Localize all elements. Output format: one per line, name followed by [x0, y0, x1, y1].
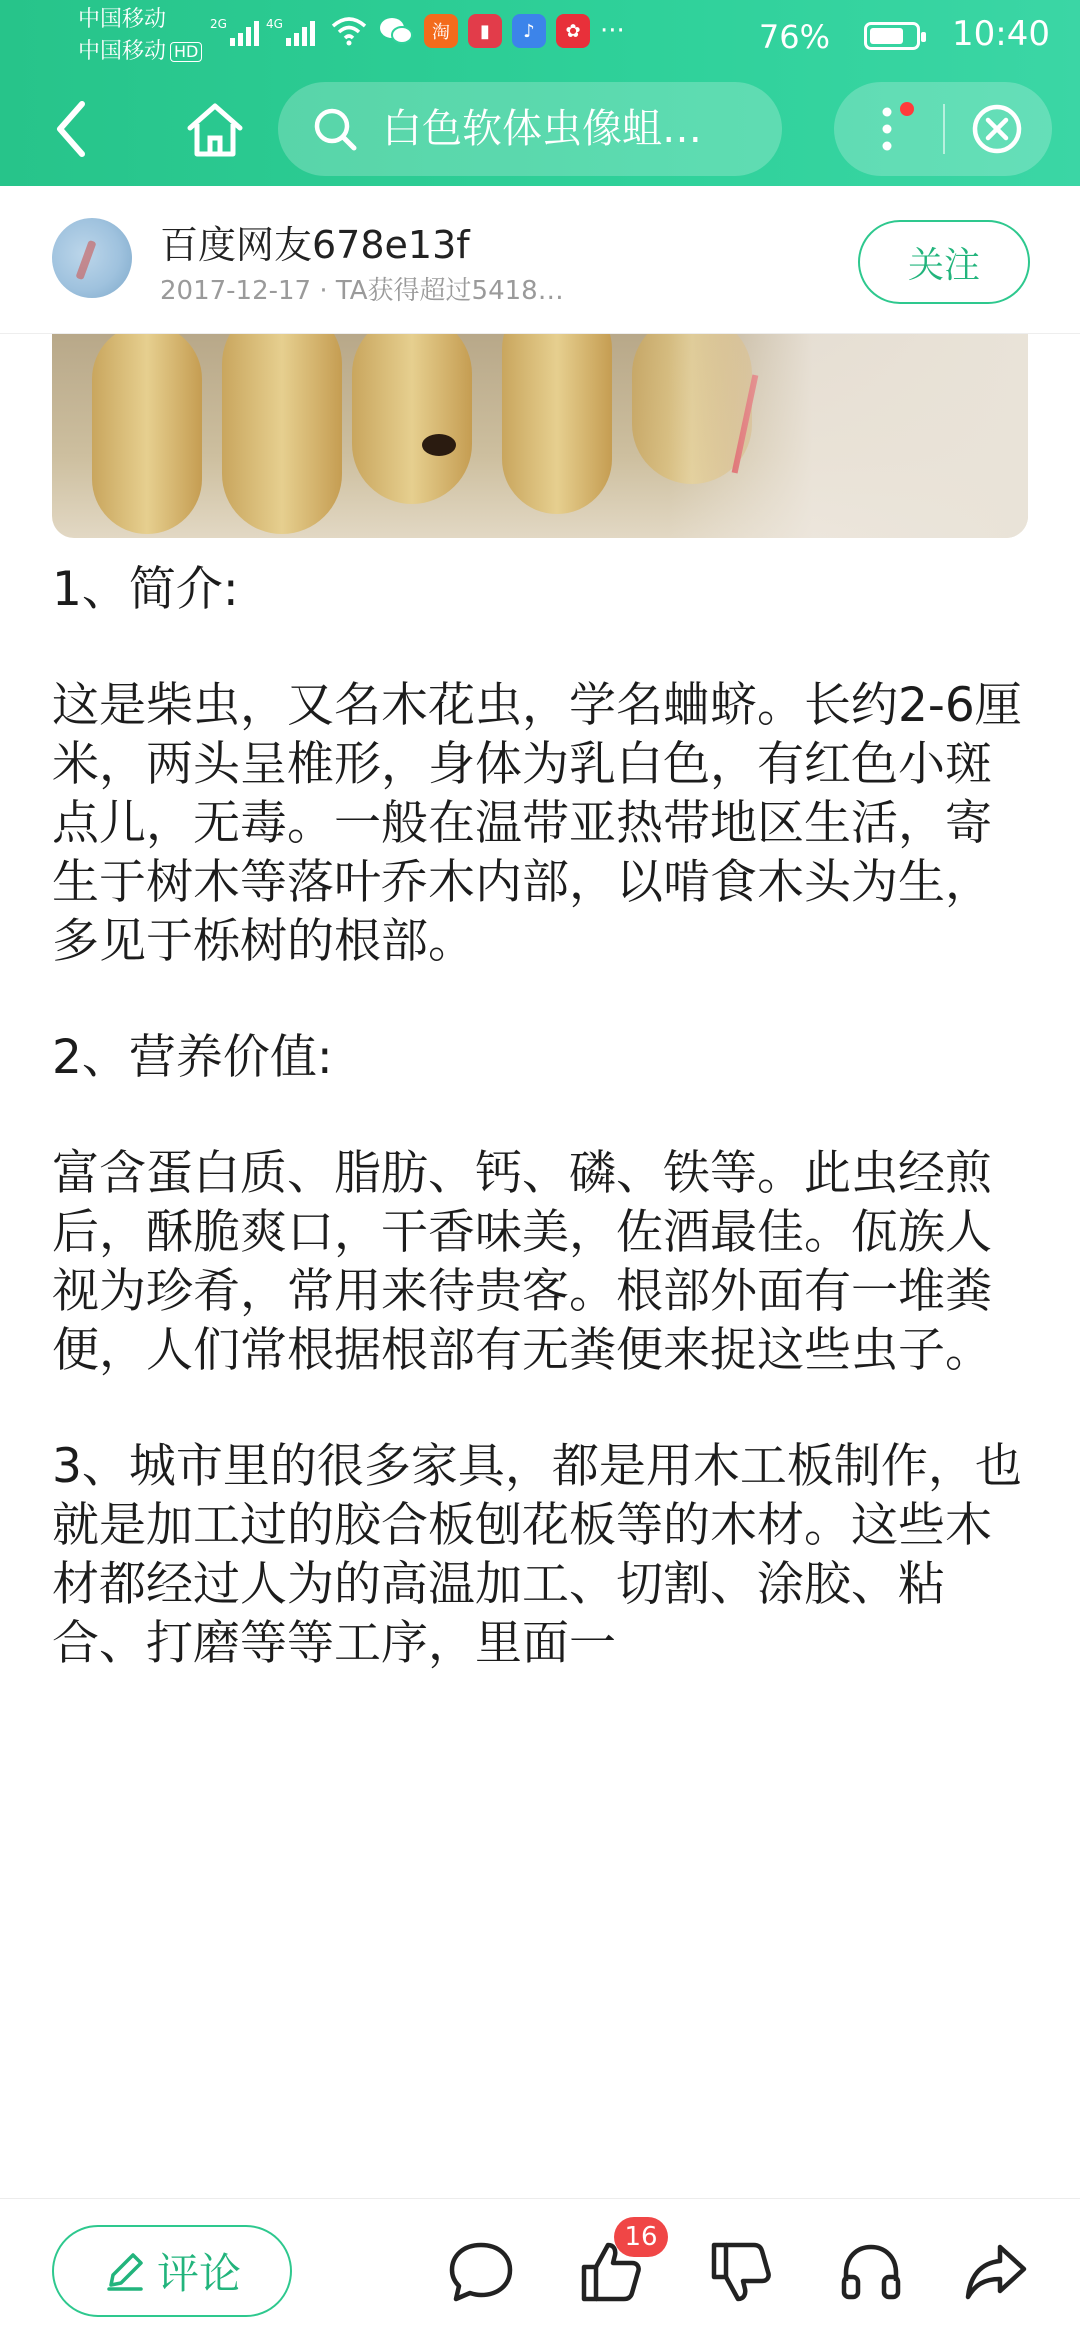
author-name[interactable]: 百度网友678e13f [160, 223, 470, 267]
status-icons [330, 14, 625, 48]
follow-button[interactable]: 关注 [858, 220, 1030, 304]
back-arrow-icon[interactable] [40, 94, 110, 164]
signal-4g-icon [266, 16, 318, 56]
author-row [0, 186, 1080, 334]
avatar[interactable] [52, 218, 132, 298]
battery-icon [864, 22, 920, 50]
share-icon[interactable] [962, 2237, 1032, 2307]
wifi-icon [330, 16, 368, 46]
music-icon: ♪ [512, 14, 546, 48]
pen-icon [103, 2249, 147, 2293]
section-1-heading: 1、简介: [52, 562, 239, 617]
signal-2g-label: 2G [210, 17, 227, 31]
larva-shape [502, 334, 612, 514]
pill-divider [943, 104, 945, 154]
larva-head [422, 434, 456, 456]
status-overflow-icon: ··· [600, 16, 625, 46]
thumbs-down-icon[interactable] [706, 2237, 776, 2307]
larva-shape [222, 334, 342, 534]
section-1-body: 这是柴虫，又名木花虫，学名蛐蛴。长约2-6厘米，两头呈椎形，身体为乳白色，有红色小斑点儿，无毒。一般在温带亚热带地区生活，寄生于树木等落叶乔木内部，以啃食木头为生，多见于栎树的根部。 [52, 678, 1022, 969]
section-2-body: 富含蛋白质、脂肪、钙、磷、铁等。此虫经煎后，酥脆爽口，干香味美，佐酒最佳。佤族人视为珍肴，常用来待贵客。根部外面有一堆粪便，人们常根据根部有无粪便来捉这些虫子。 [52, 1146, 992, 1378]
signal-2g-icon [210, 16, 262, 56]
post-date: 2017-12-17 [160, 276, 312, 306]
hd-badge: HD [170, 42, 202, 62]
navigation-bar [0, 80, 1080, 180]
carrier-1: 中国移动 [78, 7, 167, 32]
top-header [0, 0, 1080, 186]
comment-button[interactable] [52, 2225, 292, 2317]
status-bar [0, 0, 1080, 74]
like-count-badge: 16 [614, 2217, 668, 2257]
close-icon[interactable] [964, 96, 1030, 162]
larva-shape [352, 334, 472, 504]
search-query: 白色软体虫像蛆… [382, 106, 702, 152]
huawei-icon: ✿ [556, 14, 590, 48]
battery-fill [870, 28, 903, 44]
bottom-action-bar [0, 2198, 1080, 2340]
wechat-icon [378, 15, 414, 47]
section-2-heading: 2、营养价值: [52, 1030, 333, 1085]
headphones-icon[interactable] [836, 2237, 906, 2307]
section-3-body: 3、城市里的很多家具，都是用木工板制作，也就是加工过的胶合板刨花板等的木材。这些木材都经过人为的高温加工、切割、涂胶、粘合、打磨等等工序，里面一 [52, 1439, 1022, 1671]
carrier-2 [78, 38, 202, 66]
carrier-2-label: 中国移动 [78, 39, 167, 64]
home-icon[interactable] [180, 96, 250, 166]
signal-4g-label: 4G [266, 17, 283, 31]
search-box[interactable] [278, 82, 782, 176]
search-icon [312, 106, 358, 152]
author-stats: · TA获得超过5418… [319, 276, 564, 306]
larvae-photo[interactable] [52, 334, 1028, 538]
article-body [52, 560, 1032, 1673]
comment-label: 评论 [156, 2249, 241, 2298]
status-time: 10:40 [952, 14, 1050, 54]
battery-percent: 76% [758, 18, 830, 56]
taobao-icon: 淘 [424, 14, 458, 48]
larva-shape [92, 334, 202, 534]
author-meta [160, 270, 564, 307]
action-pill [834, 82, 1052, 176]
notification-dot [900, 102, 914, 116]
reader-icon: ▮ [468, 14, 502, 48]
chat-bubble-icon[interactable] [446, 2237, 516, 2307]
plastic-bag-overlay [668, 334, 1028, 538]
